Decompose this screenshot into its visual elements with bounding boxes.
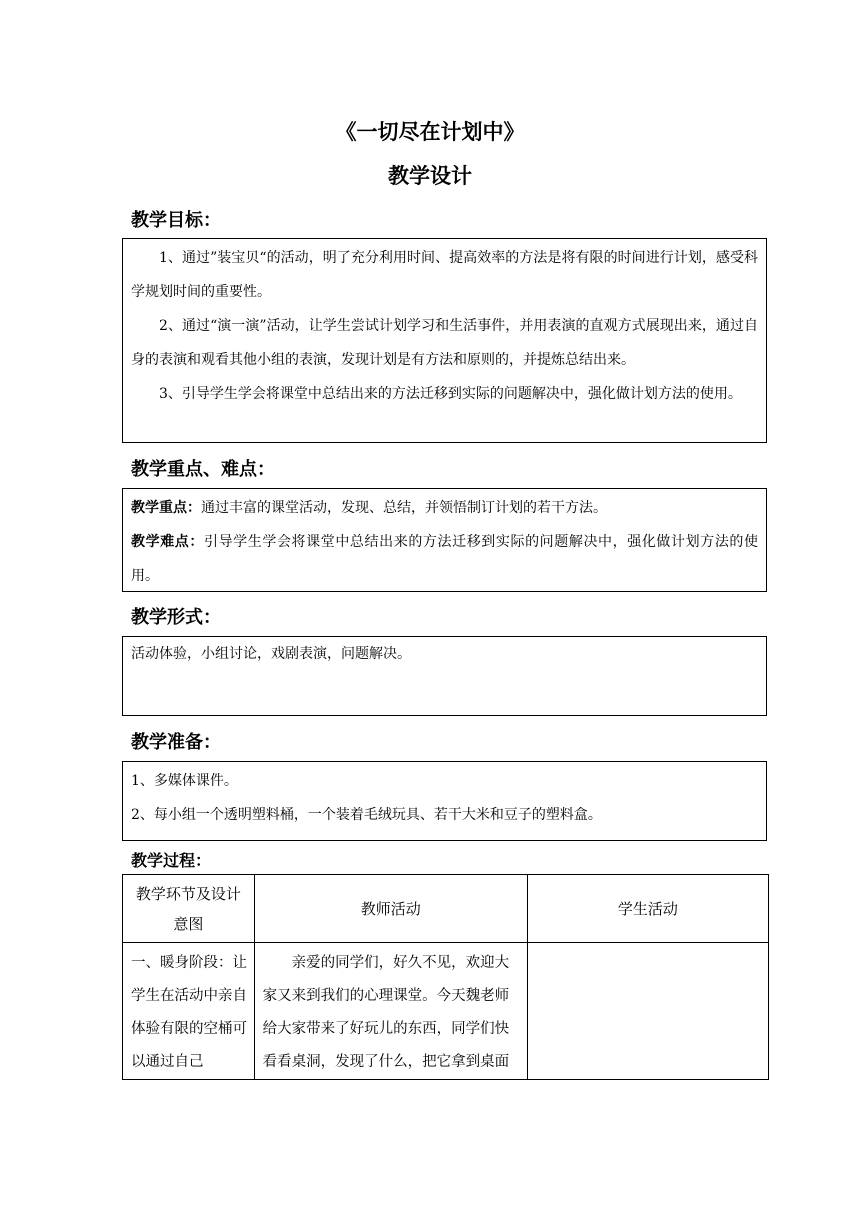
process-heading: 教学过程： <box>131 851 212 870</box>
table-row <box>123 943 769 1080</box>
column-header-teacher: 教师活动 <box>254 875 527 943</box>
key-point-paragraph <box>131 491 758 525</box>
key-points-heading: 教学重点、难点： <box>131 459 275 480</box>
table-header-row <box>123 875 769 943</box>
preparation-item: 2、每小组一个透明塑料桶，一个装着毛绒玩具、若干大米和豆子的塑料盒。 <box>131 807 602 823</box>
key-point-label: 教学重点： <box>131 500 201 516</box>
objective-item: 1、通过”装宝贝“的活动，明了充分利用时间、提高效率的方法是将有限的时间进行计划，感受科学规划时间的重要性。 <box>131 250 758 300</box>
column-header-stage-label: 教学环节及设计意图 <box>135 884 241 933</box>
column-header-stage <box>123 875 255 943</box>
process-table <box>122 874 769 1080</box>
preparation-item: 1、多媒体课件。 <box>131 773 238 789</box>
preparation-box <box>122 761 767 841</box>
difficult-point-label: 教学难点： <box>131 534 204 550</box>
document-title: 《一切尽在计划中》 <box>335 119 525 144</box>
document-subtitle: 教学设计 <box>388 163 472 188</box>
form-box <box>122 636 767 716</box>
difficult-point-paragraph <box>131 525 758 593</box>
objective-item: 3、引导学生学会将课堂中总结出来的方法迁移到实际的问题解决中，强化做计划方法的使用。 <box>159 386 742 402</box>
stage-cell <box>123 943 255 1080</box>
objective-item: 2、通过“演一演”活动，让学生尝试计划学习和生活事件，并用表演的直观方式展现出来，通过自身的表演和观看其他小组的表演，发现计划是有方法和原则的，并提炼总结出来。 <box>131 318 758 368</box>
form-text: 活动体验，小组讨论，戏剧表演，问题解决。 <box>131 646 411 662</box>
objectives-box <box>122 238 767 443</box>
column-header-student: 学生活动 <box>527 875 768 943</box>
objectives-heading: 教学目标： <box>131 210 221 231</box>
form-heading: 教学形式： <box>131 607 221 628</box>
teacher-activity-text: 亲爱的同学们，好久不见，欢迎大家又来到我们的心理课堂。今天魏老师给大家带来了好玩儿的东西，同学们快看看桌洞，发现了什么，把它拿到桌面 <box>262 955 510 1070</box>
stage-text: 一、暖身阶段：让学生在活动中亲自体验有限的空桶可以通过自己 <box>131 955 247 1070</box>
preparation-heading: 教学准备： <box>131 732 221 753</box>
key-points-box <box>122 488 767 592</box>
teacher-activity-cell <box>254 943 527 1080</box>
student-activity-cell <box>527 943 768 1080</box>
key-point-text: 通过丰富的课堂活动，发现、总结，并领悟制订计划的若干方法。 <box>201 500 607 516</box>
difficult-point-text: 引导学生学会将课堂中总结出来的方法迁移到实际的问题解决中，强化做计划方法的使用。 <box>131 534 759 584</box>
